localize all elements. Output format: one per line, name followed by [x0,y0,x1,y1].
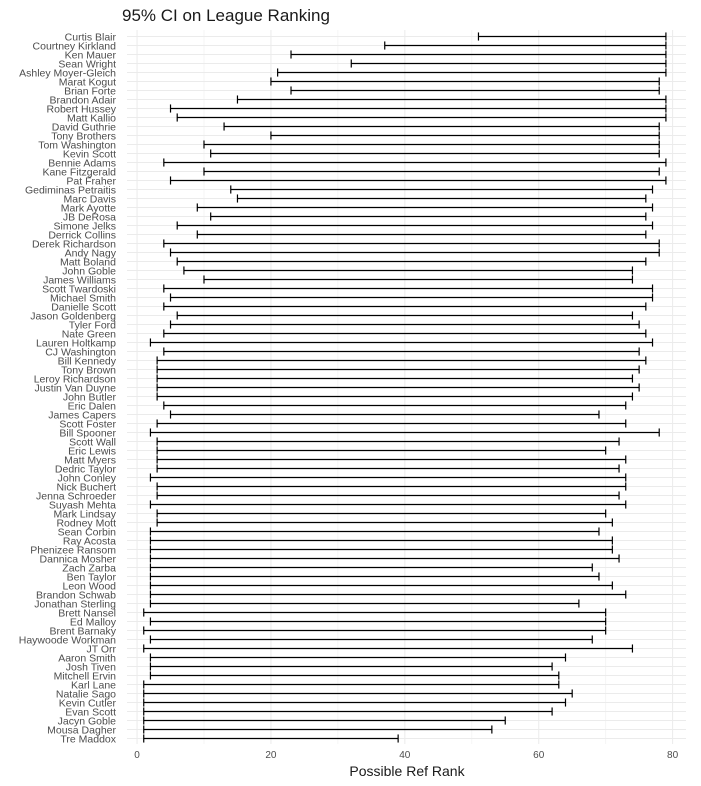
error-bar [157,491,619,499]
error-bar [150,563,592,571]
error-bar [164,158,666,166]
error-bar [150,653,565,661]
y-tick-label: Nate Green [61,328,116,341]
y-tick-label: Kane Fitzgerald [42,166,116,179]
y-tick-label: David Guthrie [51,121,116,134]
y-tick-label: Jonathan Sterling [34,598,116,611]
error-bar [231,185,653,193]
error-bar [150,581,612,589]
y-tick-label: Matt Kallio [66,112,116,125]
error-bar [157,437,619,445]
y-tick-label: Tre Maddox [60,733,116,746]
error-bar [150,590,625,598]
error-bar [271,131,659,139]
x-tick-labels [134,750,678,761]
error-bar [197,230,646,238]
y-tick-label: Haywoode Workman [18,634,116,647]
error-bar [291,86,659,94]
x-tick-label: 60 [533,750,545,761]
y-tick-label: Bennie Adams [48,157,116,170]
y-tick-label: Natalie Sago [55,688,116,701]
error-bar [204,140,659,148]
y-tick-label: Matt Myers [64,454,116,467]
error-bar [385,41,666,49]
error-bar [150,635,592,643]
x-tick-label: 80 [667,750,679,761]
y-tick-label: Tony Brothers [51,130,116,143]
y-tick-label: Jason Goldenberg [30,310,116,323]
y-tick-label: Mitchell Ervin [53,670,116,683]
y-tick-labels [19,31,117,745]
y-tick-label: Scott Foster [59,418,116,431]
error-bar [157,482,626,490]
y-tick-label: John Butler [62,391,116,404]
error-bar [171,293,653,301]
error-bar [478,32,665,40]
y-tick-label: Brandon Schwab [36,589,116,602]
y-tick-label: John Conley [57,472,116,485]
y-tick-label: Leon Wood [62,580,116,593]
chart-title: 95% CI on League Ranking [122,6,330,25]
y-tick-label: Brett Nansel [58,607,116,620]
y-tick-label: Michael Smith [50,292,116,305]
y-tick-label: Rodney Mott [56,517,116,530]
error-bar [150,617,605,625]
y-tick-label: Brandon Adair [49,94,116,107]
y-tick-label: Ray Acosta [62,535,116,548]
y-tick-label: Bill Kennedy [57,355,116,368]
y-tick-label: Tony Brown [61,364,116,377]
error-bar [144,680,559,688]
error-bar [224,122,659,130]
error-bar [177,257,646,265]
y-tick-label: Sean Corbin [57,526,116,539]
error-bar [157,365,639,373]
error-bar [144,689,572,697]
y-tick-label: Eric Lewis [68,445,116,458]
y-tick-label: Marc Davis [63,193,116,206]
error-bar [197,203,652,211]
error-bar [237,95,665,103]
error-bar [164,401,626,409]
y-tick-label: Courtney Kirkland [32,40,116,53]
error-bar [144,644,633,652]
y-tick-label: Lauren Holtkamp [36,337,116,350]
error-bar [171,410,599,418]
error-bar [157,518,612,526]
error-bar [144,698,566,706]
y-tick-label: Mark Lindsay [53,508,116,521]
error-bar [204,275,632,283]
error-bar [184,266,633,274]
y-tick-label: Derrick Collins [48,229,116,242]
x-tick-label: 0 [134,750,140,761]
x-tick-label: 40 [399,750,411,761]
error-bar [204,167,659,175]
y-tick-label: Robert Hussey [46,103,116,116]
error-bar [157,455,626,463]
y-tick-label: Kevin Scott [62,148,116,161]
y-tick-label: Justin Van Duyne [34,382,116,395]
error-bar [150,527,599,535]
error-bar [144,725,492,733]
y-tick-label: Leroy Richardson [33,373,116,386]
y-tick-label: James Williams [43,274,116,287]
error-bar [164,239,659,247]
y-tick-label: Aaron Smith [58,652,116,665]
y-tick-label: John Goble [62,265,116,278]
error-bar [171,248,660,256]
y-tick-label: Marat Kogut [58,76,116,89]
y-tick-label: Dannica Mosher [39,553,116,566]
error-bar [150,338,652,346]
error-bar [150,545,612,553]
y-tick-label: Tyler Ford [68,319,116,332]
y-tick-label: Zach Zarba [62,562,116,575]
y-tick-label: Scott Twardoski [42,283,116,296]
y-tick-label: Derek Richardson [31,238,116,251]
y-tick-label: Brent Barnaky [49,625,116,638]
y-tick-label: Mousa Dagher [47,724,116,737]
y-tick-label: Brian Forte [64,85,116,98]
y-tick-label: Kevin Cutler [58,697,116,710]
error-bar [164,347,639,355]
error-bar [171,104,666,112]
y-tick-label: James Capers [48,409,116,422]
y-tick-label: Jenna Schroeder [36,490,116,503]
error-bar [150,500,625,508]
error-bar [157,383,639,391]
error-bar [144,608,606,616]
y-tick-label: Tom Washington [38,139,116,152]
error-bar [157,356,646,364]
y-tick-label: Karl Lane [71,679,116,692]
error-bar [150,473,625,481]
y-tick-label: Gediminas Petraitis [24,184,116,197]
error-bar [237,194,645,202]
y-tick-label: Nick Buchert [56,481,116,494]
y-tick-label: Ben Taylor [66,571,116,584]
y-tick-label: Ashley Moyer-Gleich [19,67,116,80]
y-tick-label: Sean Wright [58,58,116,71]
error-bar [144,626,606,634]
y-tick-label: Danielle Scott [51,301,116,314]
x-axis-label: Possible Ref Rank [349,763,465,779]
y-tick-label: Matt Boland [59,256,116,269]
y-tick-label: CJ Washington [45,346,116,359]
y-tick-label: Pat Fraher [66,175,116,188]
error-bar [150,671,558,679]
y-tick-label: JB DeRosa [62,211,116,224]
y-tick-label: Josh Tiven [65,661,116,674]
error-bar [164,284,653,292]
error-bar [157,464,619,472]
error-bar [177,113,666,121]
error-bar [171,176,666,184]
error-bar [144,707,552,715]
y-tick-label: Simone Jelks [53,220,116,233]
y-tick-label: Ed Malloy [69,616,116,629]
error-bar [144,716,506,724]
error-bar [157,374,632,382]
error-bar [177,221,652,229]
error-bar [351,59,666,67]
x-tick-label: 20 [265,750,277,761]
y-tick-label: Jacyn Goble [57,715,116,728]
y-tick-label: Evan Scott [65,706,116,719]
y-tick-label: Mark Ayotte [60,202,116,215]
y-tick-label: JT Orr [86,643,116,656]
error-bar [291,50,666,58]
error-bar [157,419,626,427]
error-bar [150,536,612,544]
y-tick-label: Eric Dalen [67,400,116,413]
y-tick-label: Phenizee Ransom [30,544,116,557]
y-tick-label: Curtis Blair [64,31,116,44]
y-tick-label: Ken Mauer [64,49,116,62]
y-tick-label: Dedric Taylor [54,463,116,476]
error-bar [157,392,632,400]
y-tick-label: Bill Spooner [59,427,116,440]
error-bar [150,554,619,562]
y-tick-label: Andy Nagy [64,247,116,260]
error-bar [211,149,660,157]
y-tick-label: Scott Wall [69,436,116,449]
error-bar [271,77,659,85]
error-bar [150,599,578,607]
error-bar [211,212,646,220]
error-bar [150,572,599,580]
y-tick-label: Suyash Mehta [48,499,116,512]
error-bar [150,662,552,670]
